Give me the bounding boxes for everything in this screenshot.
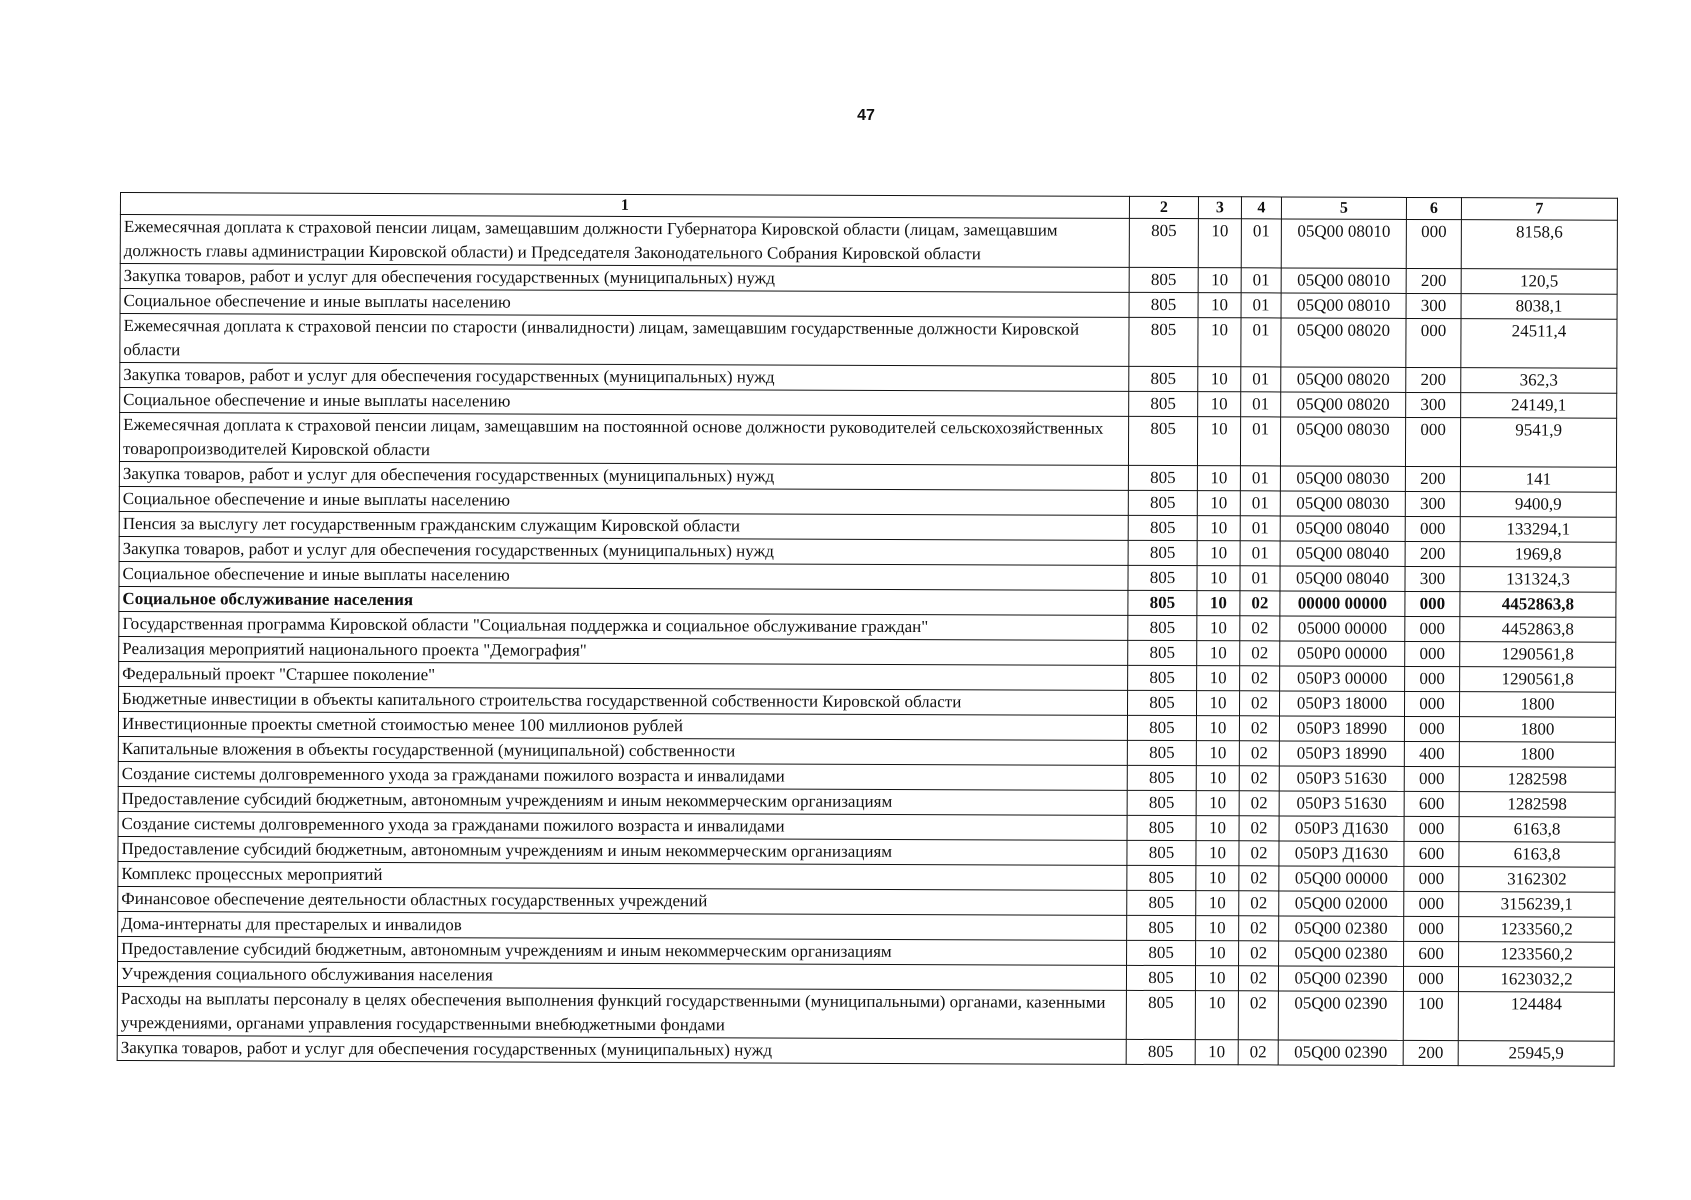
cell-amount: 4452863,8 xyxy=(1460,617,1616,643)
cell-code-5: 050P3 18990 xyxy=(1279,741,1404,766)
cell-code-4: 01 xyxy=(1241,392,1281,417)
cell-code-4: 02 xyxy=(1238,966,1278,991)
cell-code-2: 805 xyxy=(1129,391,1198,416)
cell-code-2: 805 xyxy=(1129,317,1198,366)
table-row xyxy=(120,215,1617,270)
cell-name: Ежемесячная доплата к страховой пенсии по старости (инвалидности) лицам, замещавшим государственные должности Кировской области xyxy=(120,314,1129,367)
cell-amount: 120,5 xyxy=(1461,269,1617,295)
cell-code-5: 05Q00 08010 xyxy=(1281,268,1406,293)
cell-code-4: 02 xyxy=(1240,616,1280,641)
header-col-6: 6 xyxy=(1406,197,1461,219)
cell-name: Социальное обеспечение и иные выплаты населению xyxy=(119,486,1128,515)
cell-code-2: 805 xyxy=(1128,540,1197,565)
cell-code-4: 02 xyxy=(1239,716,1279,741)
cell-amount: 24511,4 xyxy=(1461,319,1617,369)
cell-amount: 1233560,2 xyxy=(1459,917,1615,943)
cell-code-6: 000 xyxy=(1404,716,1459,741)
table-row xyxy=(120,314,1617,369)
cell-code-5: 05Q00 02380 xyxy=(1279,941,1404,966)
cell-code-3: 10 xyxy=(1198,367,1241,392)
cell-name: Капитальные вложения в объекты государственной (муниципальной) собственности xyxy=(118,736,1127,765)
cell-code-5: 05000 00000 xyxy=(1280,616,1405,641)
cell-code-5: 050P3 Д1630 xyxy=(1279,841,1404,866)
cell-name: Расходы на выплаты персоналу в целях обеспечения выполнения функций государственными (муниципальными) органами, казенными учреждениями, органами управления государственными внебюджетными фондами xyxy=(117,986,1126,1039)
cell-code-2: 805 xyxy=(1127,765,1196,790)
cell-amount: 1623032,2 xyxy=(1458,967,1614,993)
cell-code-5: 05Q00 08030 xyxy=(1280,417,1405,466)
cell-amount: 8038,1 xyxy=(1461,294,1617,320)
cell-amount: 6163,8 xyxy=(1459,842,1615,868)
cell-code-2: 805 xyxy=(1127,790,1196,815)
cell-amount: 24149,1 xyxy=(1461,393,1617,419)
cell-amount: 1800 xyxy=(1459,692,1615,718)
cell-code-2: 805 xyxy=(1128,615,1197,640)
table-body xyxy=(117,215,1617,1067)
cell-amount: 141 xyxy=(1460,467,1616,493)
cell-code-6: 000 xyxy=(1406,219,1461,268)
cell-code-3: 10 xyxy=(1195,991,1238,1040)
cell-name: Закупка товаров, работ и услуг для обеспечения государственных (муниципальных) нужд xyxy=(117,1035,1126,1064)
cell-code-3: 10 xyxy=(1196,816,1239,841)
cell-code-5: 05Q00 08020 xyxy=(1281,318,1406,367)
cell-code-6: 000 xyxy=(1405,616,1460,641)
cell-code-3: 10 xyxy=(1196,916,1239,941)
cell-code-6: 200 xyxy=(1405,541,1460,566)
budget-table xyxy=(117,192,1618,1067)
cell-name: Ежемесячная доплата к страховой пенсии лицам, замещавшим на постоянной основе должности руководителей сельскохозяйственных товаропроизводителей Кировской области xyxy=(119,413,1128,466)
cell-code-3: 10 xyxy=(1197,566,1240,591)
cell-name: Закупка товаров, работ и услуг для обеспечения государственных (муниципальных) нужд xyxy=(120,363,1129,392)
cell-code-6: 000 xyxy=(1405,591,1460,616)
cell-code-6: 000 xyxy=(1405,666,1460,691)
cell-name: Социальное обеспечение и иные выплаты населению xyxy=(120,388,1129,417)
cell-name: Ежемесячная доплата к страховой пенсии лицам, замещавшим должности Губернатора Кировской области (лицам, замещавшим должность главы администрации Кировской области) и Председателя Законодательного Собрания Кировской области xyxy=(120,215,1129,268)
cell-code-3: 10 xyxy=(1197,541,1240,566)
cell-code-4: 02 xyxy=(1239,866,1279,891)
cell-name: Создание системы долговременного ухода за гражданами пожилого возраста и инвалидами xyxy=(118,811,1127,840)
cell-code-3: 10 xyxy=(1197,466,1240,491)
table-row xyxy=(117,986,1614,1041)
cell-amount: 3162302 xyxy=(1459,867,1615,893)
cell-amount: 9400,9 xyxy=(1460,492,1616,518)
cell-code-4: 01 xyxy=(1240,466,1280,491)
cell-amount: 1290561,8 xyxy=(1460,642,1616,668)
cell-name: Социальное обслуживание населения xyxy=(119,586,1128,615)
header-col-1: 1 xyxy=(120,193,1129,219)
cell-code-5: 05Q00 08020 xyxy=(1281,392,1406,417)
cell-code-5: 050P3 18000 xyxy=(1279,691,1404,716)
cell-code-6: 000 xyxy=(1405,417,1460,466)
cell-amount: 1282598 xyxy=(1459,767,1615,793)
cell-code-2: 805 xyxy=(1127,940,1196,965)
cell-code-4: 02 xyxy=(1239,916,1279,941)
cell-code-6: 600 xyxy=(1404,841,1459,866)
cell-name: Социальное обеспечение и иные выплаты населению xyxy=(120,289,1129,318)
cell-code-4: 02 xyxy=(1240,666,1280,691)
cell-code-2: 805 xyxy=(1128,565,1197,590)
cell-code-3: 10 xyxy=(1196,841,1239,866)
cell-name: Социальное обеспечение и иные выплаты населению xyxy=(119,561,1128,590)
cell-code-4: 02 xyxy=(1239,741,1279,766)
cell-code-3: 10 xyxy=(1196,791,1239,816)
cell-code-3: 10 xyxy=(1198,318,1241,367)
cell-amount: 4452863,8 xyxy=(1460,592,1616,618)
cell-code-4: 01 xyxy=(1241,268,1281,293)
cell-code-6: 100 xyxy=(1403,991,1458,1040)
cell-code-2: 805 xyxy=(1129,366,1198,391)
cell-code-5: 05Q00 08040 xyxy=(1280,566,1405,591)
cell-code-5: 05Q00 08040 xyxy=(1280,541,1405,566)
cell-code-4: 01 xyxy=(1240,516,1280,541)
cell-code-6: 000 xyxy=(1404,916,1459,941)
cell-code-5: 05Q00 08010 xyxy=(1281,219,1406,268)
cell-code-5: 050P0 00000 xyxy=(1280,641,1405,666)
cell-code-6: 200 xyxy=(1405,466,1460,491)
cell-code-4: 02 xyxy=(1239,691,1279,716)
cell-code-2: 805 xyxy=(1128,640,1197,665)
cell-code-2: 805 xyxy=(1127,740,1196,765)
cell-code-4: 02 xyxy=(1239,941,1279,966)
cell-code-2: 805 xyxy=(1126,990,1195,1039)
cell-code-5: 05Q00 02390 xyxy=(1278,966,1403,991)
cell-code-3: 10 xyxy=(1197,417,1240,466)
cell-amount: 1233560,2 xyxy=(1459,942,1615,968)
cell-code-5: 050P3 51630 xyxy=(1279,791,1404,816)
cell-code-6: 200 xyxy=(1406,367,1461,392)
cell-code-5: 05Q00 02380 xyxy=(1279,916,1404,941)
cell-code-6: 200 xyxy=(1406,268,1461,293)
cell-name: Закупка товаров, работ и услуг для обеспечения государственных (муниципальных) нужд xyxy=(119,461,1128,490)
cell-code-6: 000 xyxy=(1404,866,1459,891)
cell-code-5: 05Q00 02390 xyxy=(1278,1040,1403,1065)
cell-code-5: 05Q00 08030 xyxy=(1280,491,1405,516)
cell-code-3: 10 xyxy=(1195,966,1238,991)
cell-code-4: 01 xyxy=(1241,367,1281,392)
cell-code-2: 805 xyxy=(1129,218,1198,267)
cell-code-6: 200 xyxy=(1403,1040,1458,1065)
cell-code-2: 805 xyxy=(1127,815,1196,840)
cell-code-4: 01 xyxy=(1241,318,1281,367)
header-col-4: 4 xyxy=(1241,197,1281,219)
cell-code-3: 10 xyxy=(1196,941,1239,966)
cell-code-2: 805 xyxy=(1126,1039,1195,1064)
cell-code-4: 02 xyxy=(1239,766,1279,791)
cell-name: Предоставление субсидий бюджетным, автономным учреждениям и иным некоммерческим организациям xyxy=(118,936,1127,965)
cell-code-4: 01 xyxy=(1240,491,1280,516)
cell-code-4: 01 xyxy=(1241,219,1281,268)
table-row xyxy=(119,413,1616,468)
cell-code-3: 10 xyxy=(1198,219,1241,268)
cell-code-2: 805 xyxy=(1129,292,1198,317)
cell-code-5: 05Q00 08040 xyxy=(1280,516,1405,541)
cell-code-6: 300 xyxy=(1405,566,1460,591)
cell-code-5: 05Q00 02000 xyxy=(1279,891,1404,916)
cell-amount: 1800 xyxy=(1459,742,1615,768)
cell-name: Комплекс процессных мероприятий xyxy=(118,861,1127,890)
cell-code-4: 01 xyxy=(1241,293,1281,318)
cell-code-3: 10 xyxy=(1196,716,1239,741)
cell-code-6: 300 xyxy=(1405,491,1460,516)
cell-name: Учреждения социального обслуживания населения xyxy=(117,961,1126,990)
cell-code-2: 805 xyxy=(1128,515,1197,540)
cell-amount: 25945,9 xyxy=(1458,1041,1614,1067)
cell-code-4: 02 xyxy=(1239,816,1279,841)
cell-name: Предоставление субсидий бюджетным, автономным учреждениям и иным некоммерческим организациям xyxy=(118,786,1127,815)
cell-code-5: 050P3 18990 xyxy=(1279,716,1404,741)
cell-code-2: 805 xyxy=(1127,915,1196,940)
cell-amount: 6163,8 xyxy=(1459,817,1615,843)
table-row xyxy=(117,1035,1614,1066)
cell-name: Финансовое обеспечение деятельности областных государственных учреждений xyxy=(118,886,1127,915)
cell-code-2: 805 xyxy=(1127,690,1196,715)
budget-table-container xyxy=(117,192,1617,1067)
cell-code-5: 00000 00000 xyxy=(1280,591,1405,616)
cell-code-6: 400 xyxy=(1404,741,1459,766)
cell-code-6: 000 xyxy=(1403,966,1458,991)
cell-code-3: 10 xyxy=(1197,591,1240,616)
cell-code-5: 05Q00 00000 xyxy=(1279,866,1404,891)
cell-amount: 9541,9 xyxy=(1460,418,1616,468)
cell-code-3: 10 xyxy=(1198,392,1241,417)
cell-name: Предоставление субсидий бюджетным, автономным учреждениям и иным некоммерческим организациям xyxy=(118,836,1127,865)
cell-code-5: 050P3 Д1630 xyxy=(1279,816,1404,841)
header-col-5: 5 xyxy=(1281,197,1406,219)
cell-code-4: 01 xyxy=(1240,566,1280,591)
cell-code-3: 10 xyxy=(1196,691,1239,716)
cell-code-6: 000 xyxy=(1404,691,1459,716)
cell-code-3: 10 xyxy=(1195,1040,1238,1065)
cell-code-3: 10 xyxy=(1198,293,1241,318)
page-number: 47 xyxy=(857,107,875,124)
cell-code-4: 01 xyxy=(1240,417,1280,466)
cell-code-4: 02 xyxy=(1238,1040,1278,1065)
cell-name: Закупка товаров, работ и услуг для обеспечения государственных (муниципальных) нужд xyxy=(119,536,1128,565)
cell-code-4: 02 xyxy=(1239,891,1279,916)
cell-code-2: 805 xyxy=(1126,965,1195,990)
header-col-2: 2 xyxy=(1129,196,1198,218)
cell-code-2: 805 xyxy=(1128,490,1197,515)
cell-code-2: 805 xyxy=(1127,715,1196,740)
header-col-7: 7 xyxy=(1461,198,1617,221)
cell-code-3: 10 xyxy=(1196,766,1239,791)
cell-amount: 1800 xyxy=(1459,717,1615,743)
cell-code-4: 02 xyxy=(1239,841,1279,866)
cell-code-3: 10 xyxy=(1197,491,1240,516)
cell-amount: 1290561,8 xyxy=(1460,667,1616,693)
cell-code-5: 050P3 51630 xyxy=(1279,766,1404,791)
cell-code-4: 02 xyxy=(1240,591,1280,616)
cell-amount: 124484 xyxy=(1458,992,1614,1042)
cell-name: Создание системы долговременного ухода за гражданами пожилого возраста и инвалидами xyxy=(118,761,1127,790)
cell-code-3: 10 xyxy=(1196,866,1239,891)
cell-code-6: 000 xyxy=(1405,516,1460,541)
cell-code-2: 805 xyxy=(1129,267,1198,292)
cell-code-6: 600 xyxy=(1404,791,1459,816)
cell-code-2: 805 xyxy=(1127,890,1196,915)
cell-code-4: 02 xyxy=(1239,791,1279,816)
cell-amount: 1969,8 xyxy=(1460,542,1616,568)
cell-code-6: 000 xyxy=(1404,766,1459,791)
cell-code-4: 02 xyxy=(1238,991,1278,1040)
cell-code-5: 05Q00 08030 xyxy=(1280,466,1405,491)
cell-name: Пенсия за выслугу лет государственным гражданским служащим Кировской области xyxy=(119,511,1128,540)
cell-name: Государственная программа Кировской области "Социальная поддержка и социальное обслуживание граждан" xyxy=(119,611,1128,640)
cell-name: Федеральный проект "Старшее поколение" xyxy=(119,661,1128,690)
cell-name: Инвестиционные проекты сметной стоимостью менее 100 миллионов рублей xyxy=(118,711,1127,740)
header-col-3: 3 xyxy=(1198,197,1241,219)
cell-code-5: 050P3 00000 xyxy=(1280,666,1405,691)
cell-code-6: 600 xyxy=(1404,941,1459,966)
cell-name: Дома-интернаты для престарелых и инвалидов xyxy=(118,911,1127,940)
cell-name: Реализация мероприятий национального проекта "Демография" xyxy=(119,636,1128,665)
cell-code-5: 05Q00 02390 xyxy=(1278,991,1403,1040)
cell-code-2: 805 xyxy=(1127,865,1196,890)
cell-code-2: 805 xyxy=(1127,840,1196,865)
cell-code-5: 05Q00 08020 xyxy=(1281,367,1406,392)
cell-code-3: 10 xyxy=(1196,891,1239,916)
cell-amount: 3156239,1 xyxy=(1459,892,1615,918)
cell-code-6: 300 xyxy=(1406,293,1461,318)
cell-code-3: 10 xyxy=(1198,268,1241,293)
cell-code-3: 10 xyxy=(1197,616,1240,641)
cell-code-2: 805 xyxy=(1128,590,1197,615)
cell-code-6: 000 xyxy=(1406,318,1461,367)
cell-name: Бюджетные инвестиции в объекты капитального строительства государственной собственности Кировской области xyxy=(119,686,1128,715)
cell-code-5: 05Q00 08010 xyxy=(1281,293,1406,318)
cell-amount: 362,3 xyxy=(1461,368,1617,394)
cell-code-3: 10 xyxy=(1197,666,1240,691)
cell-code-2: 805 xyxy=(1128,416,1197,465)
cell-amount: 8158,6 xyxy=(1461,220,1617,270)
cell-amount: 1282598 xyxy=(1459,792,1615,818)
cell-name: Закупка товаров, работ и услуг для обеспечения государственных (муниципальных) нужд xyxy=(120,264,1129,293)
cell-code-4: 01 xyxy=(1240,541,1280,566)
cell-code-4: 02 xyxy=(1240,641,1280,666)
cell-code-2: 805 xyxy=(1128,465,1197,490)
cell-code-3: 10 xyxy=(1197,516,1240,541)
cell-code-6: 000 xyxy=(1405,641,1460,666)
cell-code-3: 10 xyxy=(1197,641,1240,666)
cell-amount: 131324,3 xyxy=(1460,567,1616,593)
cell-code-3: 10 xyxy=(1196,741,1239,766)
cell-code-6: 300 xyxy=(1406,392,1461,417)
cell-amount: 133294,1 xyxy=(1460,517,1616,543)
cell-code-6: 000 xyxy=(1404,816,1459,841)
cell-code-6: 000 xyxy=(1404,891,1459,916)
cell-code-2: 805 xyxy=(1128,665,1197,690)
